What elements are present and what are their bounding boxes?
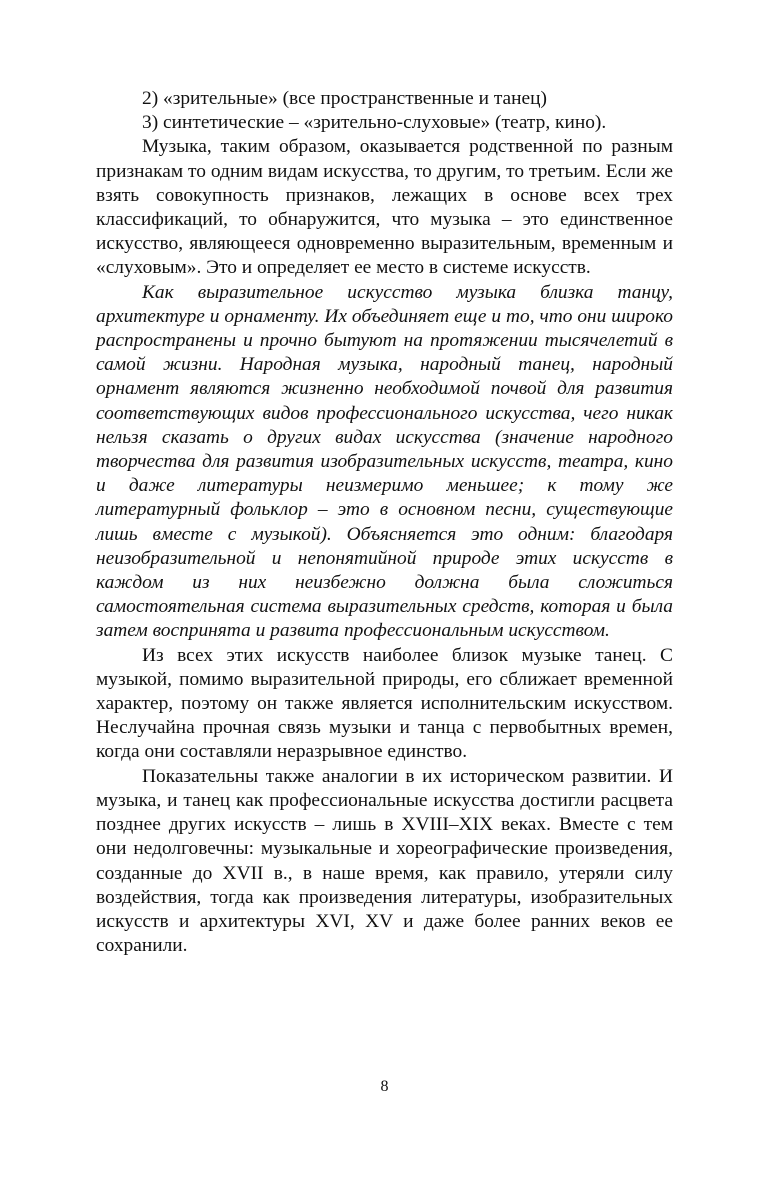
list-item-2: 2) «зрительные» (все пространственные и танец) bbox=[142, 88, 547, 109]
paragraph-music-kinship: Музыка, таким образом, оказывается родственной по разным признакам то одним видам искусства, то другим, то третьим. Если же взять совокупность признаков, лежащих в основе всех трех классификаций, то обнаружится, что музыка – это единственное искусство, являющееся одновременно выразительным, временным и «слуховым». Это и определяет ее место в системе искусств. bbox=[96, 136, 673, 279]
page-body bbox=[96, 87, 673, 958]
page-number: 8 bbox=[380, 1078, 389, 1095]
list-item-3: 3) синтетические – «зрительно-слуховые» (театр, кино). bbox=[142, 112, 607, 134]
paragraph-music-and-dance: Из всех этих искусств наиболее близок музыке танец. С музыкой, помимо выразительной природы, его сближает временной характер, поэтому он также является исполнительским искусством. Неслучайна прочная связь музыки и танца с первобытных времен, когда они составляли неразрывное единство. bbox=[96, 644, 673, 763]
paragraph-historical-analogies: Показательны также аналогии в их историческом развитии. И музыка, и танец как профессиональные искусства достигли расцвета позднее других искусств – лишь в XVIII–XIX веках. Вместе с тем они недолговечны: музыкальные и хореографические произведения, созданные до XVII в., в наше время, как правило, утеряли силу воздействия, тогда как произведения литературы, изобразительных искусств и архитектуры XVI, XV и даже более ранних веков ее сохранили. bbox=[96, 765, 673, 957]
paragraph-expressive-arts-italic: Как выразительное искусство музыка близка танцу, архитектуре и орнаменту. Их объединяет еще и то, что они широко распространены и прочно бытуют на протяжении тысячелетий в самой жизни. Народная музыка, народный танец, народный орнамент являются жизненно необходимой почвой для развития соответствующих видов профессионального искусства, чего никак нельзя сказать о других видах искусства (значение народного творчества для развития изобразительных искусств, театра, кино и даже литературы неизмеримо меньшее; к тому же литературный фольклор – это в основном песни, существующие лишь вместе с музыкой). Объясняется это одним: благодаря неизобразительной и непонятийной природе этих искусств в каждом из них неизбежно должна была сложиться самостоятельная система выразительных средств, которая и была затем воспринята и развита профессиональным искусством. bbox=[96, 281, 673, 642]
